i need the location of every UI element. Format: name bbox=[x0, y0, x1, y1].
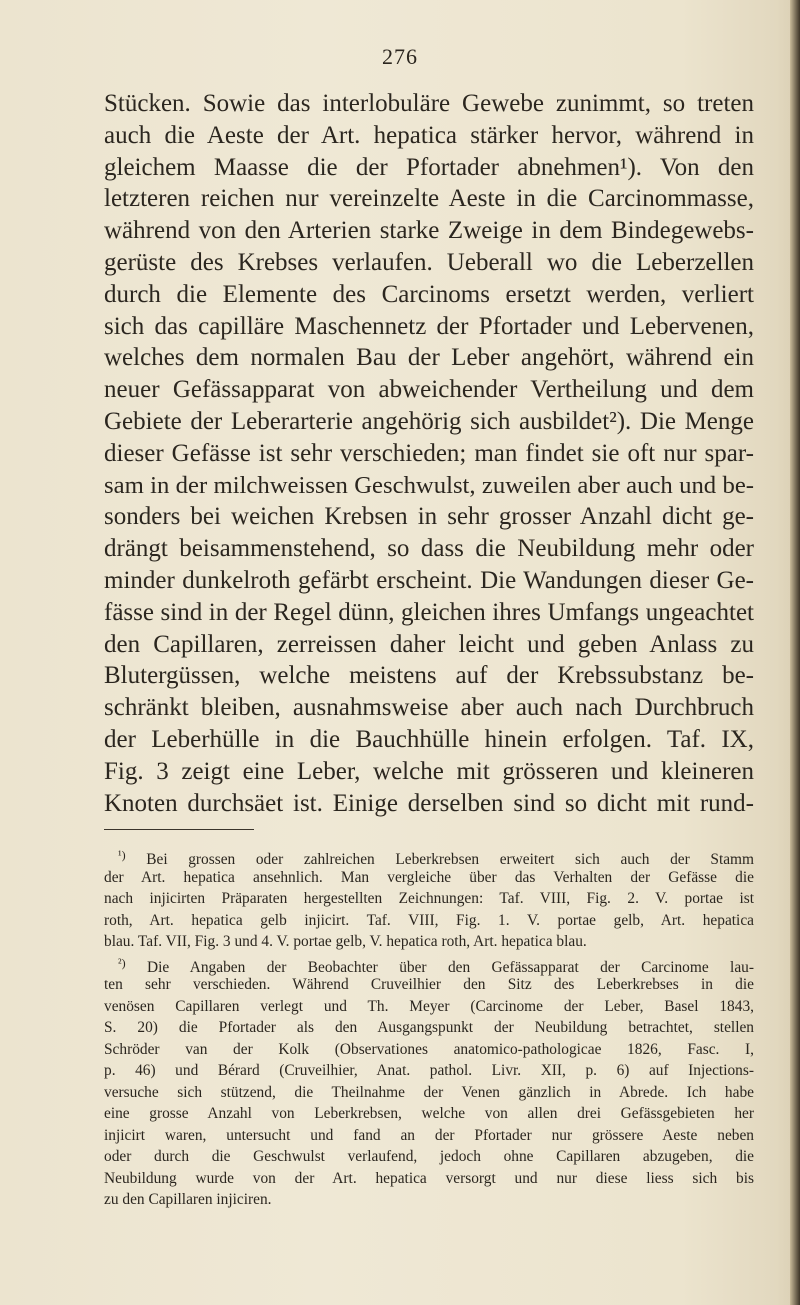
body-line: minder dunkelroth gefärbt erscheint. Die Wandungen dieser Ge- bbox=[104, 566, 754, 594]
footnote-divider bbox=[104, 829, 254, 830]
footnote-line: zu den Capillaren injiciren. bbox=[104, 1191, 272, 1208]
body-line: welches dem normalen Bau der Leber angehört, während ein bbox=[104, 344, 754, 372]
footnote-line: p. 46) und Bérard (Cruveilhier, Anat. pathol. Livr. XII, p. 6) auf Injections- bbox=[104, 1062, 754, 1079]
footnote-line: eine grosse Anzahl von Leberkrebsen, welche von allen drei Gefässgebieten her bbox=[104, 1105, 754, 1122]
body-line: gleichem Maasse die der Pfortader abnehmen¹). Von den bbox=[104, 153, 754, 181]
body-line: der Leberhülle in die Bauchhülle hinein erfolgen. Taf. IX, bbox=[104, 725, 754, 753]
body-line: auch die Aeste der Art. hepatica stärker hervor, während in bbox=[104, 121, 754, 149]
body-line: fässe sind in der Regel dünn, gleichen ihres Umfangs ungeachtet bbox=[104, 598, 754, 626]
body-line: Gebiete der Leberarterie angehörig sich ausbildet²). Die Menge bbox=[104, 407, 754, 435]
body-line: Fig. 3 zeigt eine Leber, welche mit grösseren und kleineren bbox=[104, 757, 754, 785]
page-number: 276 bbox=[382, 44, 418, 69]
footnote-line: Schröder van der Kolk (Observationes anatomico-pathologicae 1826, Fasc. I, bbox=[104, 1040, 754, 1058]
body-line: Blutergüssen, welche meistens auf der Krebssubstanz be- bbox=[104, 662, 754, 690]
body-line: sam in der milchweissen Geschwulst, zuweilen aber auch und be- bbox=[104, 471, 754, 499]
footnote-line: roth, Art. hepatica gelb injicirt. Taf. VIII, Fig. 1. V. portae gelb, Art. hepatica bbox=[104, 911, 754, 929]
body-line: letzteren reichen nur vereinzelte Aeste in die Carcinommasse, bbox=[104, 185, 754, 213]
footnote-line: der Art. hepatica ansehnlich. Man vergleiche über das Verhalten der Gefässe die bbox=[104, 868, 754, 886]
page-edge bbox=[790, 0, 800, 1305]
footnote-line: injicirt waren, untersucht und fand an der Pfortader nur grössere Aeste neben bbox=[104, 1126, 754, 1144]
footnote-1 bbox=[104, 845, 754, 953]
body-line: sich das capilläre Maschennetz der Pfortader und Lebervenen, bbox=[104, 312, 754, 340]
body-line: sonders bei weichen Krebsen in sehr grosser Anzahl dicht ge- bbox=[104, 503, 754, 531]
footnote-marker: ²) bbox=[118, 955, 126, 970]
footnote-line: $^{^2)}$ Die Angaben der Beobachter über den Gefässapparat der Carcinome lau- bbox=[118, 955, 754, 976]
body-line: drängt beisammenstehend, so dass die Neubildung mehr oder bbox=[104, 535, 754, 563]
body-line: Knoten durchsäet ist. Einige derselben sind so dicht mit rund- bbox=[104, 789, 754, 817]
footnote-line: oder durch die Geschwulst verlaufend, jedoch ohne Capillaren abzugeben, die bbox=[104, 1148, 754, 1165]
footnote-line: S. 20) die Pfortader als den Ausgangspunkt der Neubildung betrachtet, stellen bbox=[104, 1019, 754, 1036]
body-line: den Capillaren, zerreissen daher leicht und geben Anlass zu bbox=[104, 630, 754, 658]
footnote-line: ten sehr verschieden. Während Cruveilhier den Sitz des Leberkrebses in die bbox=[104, 976, 754, 993]
footnote-2 bbox=[104, 953, 754, 1211]
footnote-line: versuche sich stützend, die Theilnahme der Venen gänzlich in Abrede. Ich habe bbox=[104, 1083, 754, 1101]
footnote-line: blau. Taf. VII, Fig. 3 und 4. V. portae gelb, V. hepatica roth, Art. hepatica blau. bbox=[104, 933, 587, 950]
body-line: Stücken. Sowie das interlobuläre Gewebe zunimmt, so treten bbox=[104, 90, 754, 117]
body-line: neuer Gefässapparat von abweichender Vertheilung und dem bbox=[104, 376, 754, 404]
footnote-line: Neubildung wurde von der Art. hepatica versorgt und nur diese liess sich bis bbox=[104, 1169, 754, 1187]
footnotes bbox=[104, 845, 754, 1211]
footnote-line: venösen Capillaren verlegt und Th. Meyer (Carcinome der Leber, Basel 1843, bbox=[104, 997, 754, 1015]
body-line: während von den Arterien starke Zweige in dem Bindegewebs- bbox=[104, 217, 754, 245]
footnote-marker: ¹) bbox=[118, 848, 126, 862]
body-line: schränkt bleiben, ausnahmsweise aber auch nach Durchbruch bbox=[104, 694, 754, 722]
footnote-line: nach injicirten Präparaten hergestellten Zeichnungen: Taf. VIII, Fig. 2. V. portae ist bbox=[104, 890, 754, 907]
body-line: dieser Gefässe ist sehr verschieden; man findet sie oft nur spar- bbox=[104, 439, 754, 467]
body-text bbox=[104, 88, 754, 819]
body-line: gerüste des Krebses verlaufen. Ueberall wo die Leberzellen bbox=[104, 248, 754, 276]
body-line: durch die Elemente des Carcinoms ersetzt werden, verliert bbox=[104, 280, 754, 308]
footnote-line: $^{^1)}$ Bei grossen oder zahlreichen Leberkrebsen erweitert sich auch der Stamm bbox=[118, 848, 754, 868]
